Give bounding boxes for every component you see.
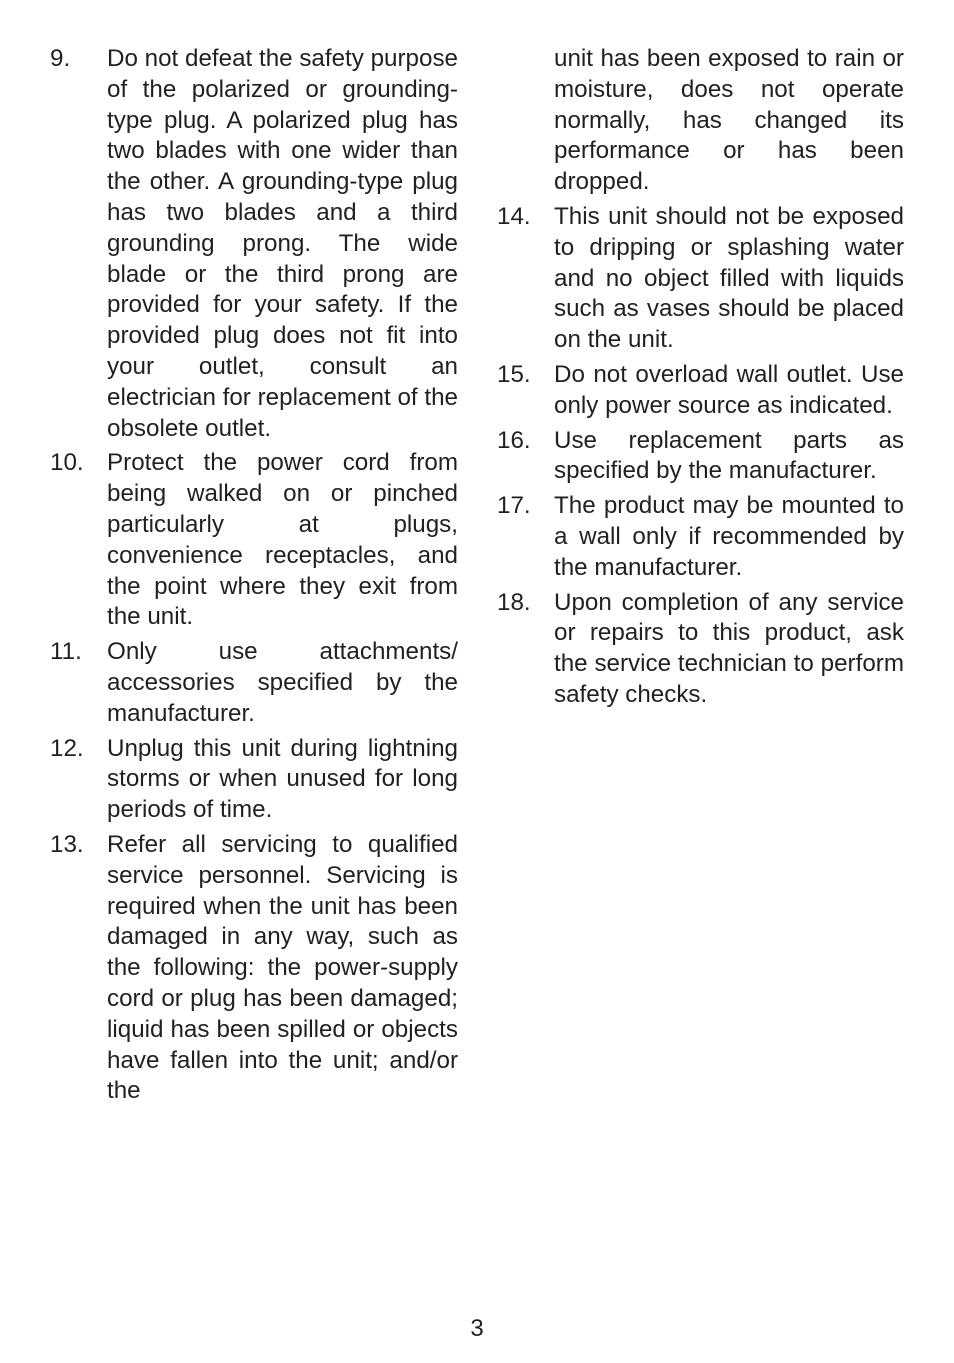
list-item-16 [497,426,904,488]
list-item-13 [50,830,458,1107]
item-text: Do not overload wall outlet. Use only power source as indicated. [554,360,904,419]
right-column [497,44,904,715]
page-number: 3 [470,1315,484,1342]
item-number: 17. [497,492,531,520]
item-text: Do not defeat the safety purpose of the polarized or grounding-type plug. A polarized plug has two blades with one wider than the other. A grounding-type plug has two blades and a third grounding prong. The wide blade or the third prong are provided for your safety. If the provided plug does not fit into your outlet, consult an electrician for replacement of the obsolete outlet. [107,45,458,442]
list-item-18 [497,588,904,711]
item-number: 14. [497,202,531,230]
list-item-11 [50,637,458,729]
item-text: Unplug this unit during lightning storms or when unused for long periods of time. [107,734,458,824]
item-number: 12. [50,734,84,762]
item-text: Use replacement parts as specified by the manufacturer. [554,426,904,485]
item-text: This unit should not be exposed to dripping or splashing water and no object filled with liquids such as vases should be placed on the unit. [554,202,904,354]
list-item-9 [50,44,458,444]
item-number: 13. [50,830,84,858]
list-item-14 [497,202,904,356]
list-item-17 [497,491,904,583]
item-number: 18. [497,588,531,616]
item-text: Protect the power cord from being walked on or pinched particularly at plugs, convenience receptacles, and the point where they exit from the unit. [107,449,458,631]
item-number: 9. [50,45,71,72]
left-column [50,44,458,1111]
item-13-continuation: unit has been exposed to rain or moisture, does not operate normally, has changed its performance or has been dropped. [554,45,904,196]
item-text: Refer all servicing to qualified service personnel. Servicing is required when the unit has been damaged in any way, such as the following: the power-supply cord or plug has been damaged; liquid has been spilled or objects have fallen into the unit; and/or the [107,830,458,1105]
item-text: The product may be mounted to a wall only if recommended by the manufacturer. [554,492,904,581]
item-number: 11. [50,638,82,666]
list-item-10 [50,448,458,633]
item-number: 15. [497,360,531,388]
item-number: 10. [50,449,84,477]
item-text: Only use attachments/ accessories specified by the manufacturer. [107,638,458,727]
item-text: Upon completion of any service or repairs to this product, ask the service technician to perform safety checks. [554,588,904,708]
list-item-12 [50,734,458,826]
item-number: 16. [497,426,531,454]
list-item-15 [497,360,904,422]
